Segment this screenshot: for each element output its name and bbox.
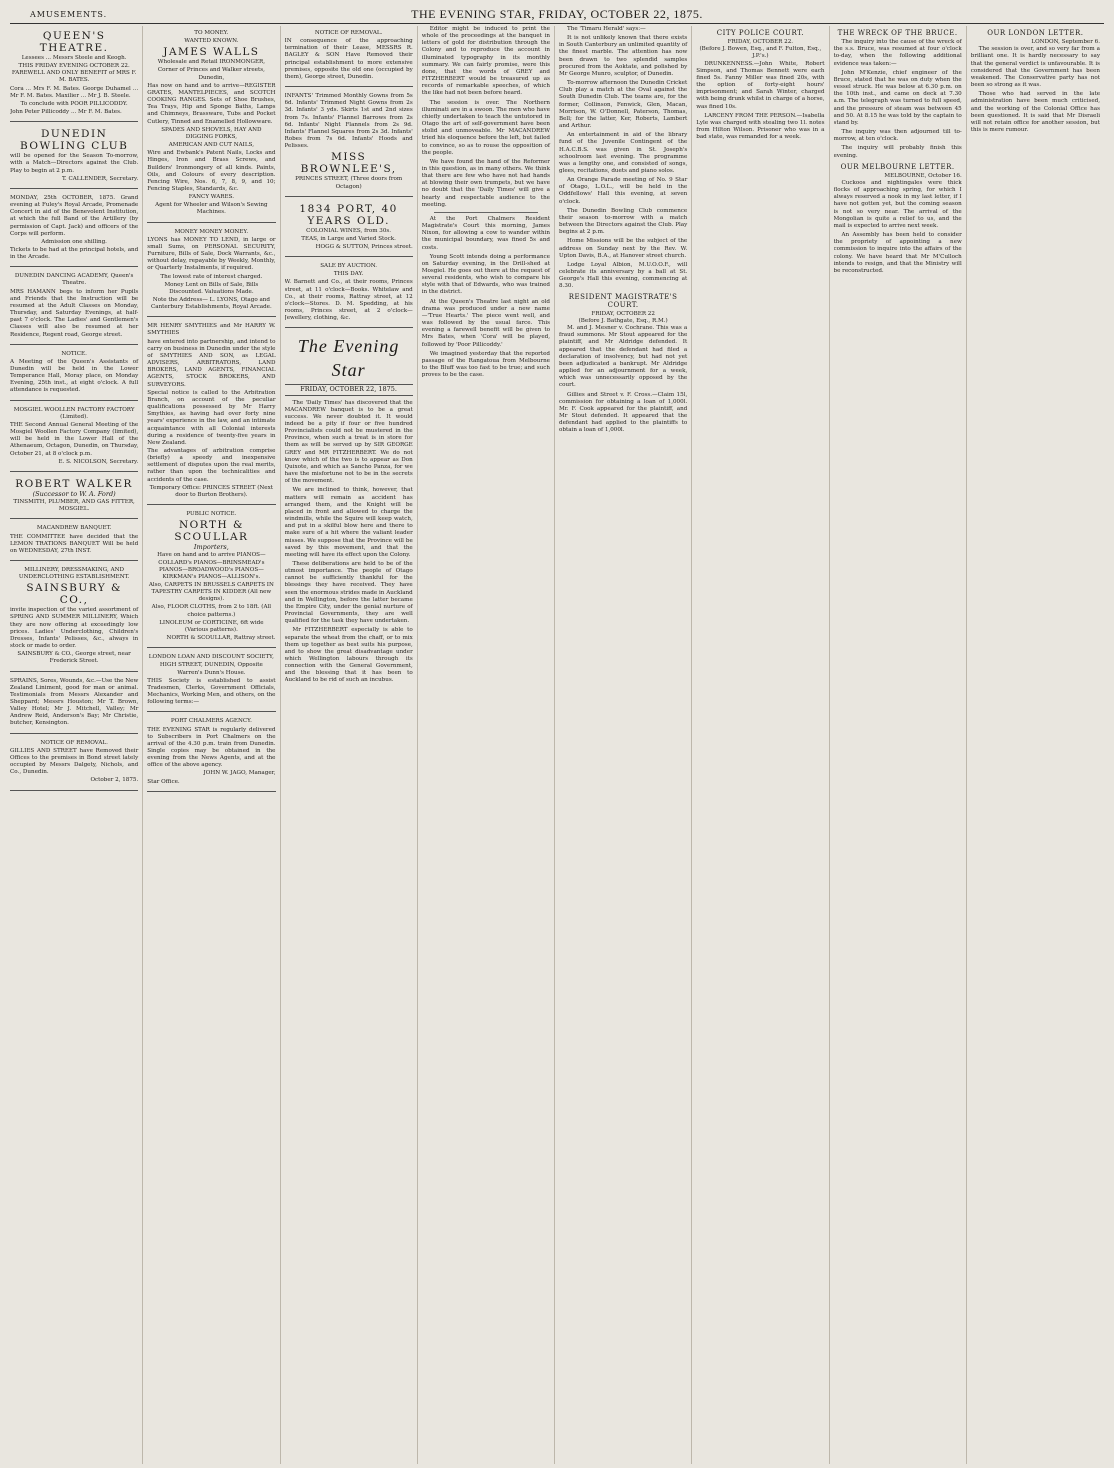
banquet-title: MACANDREW BANQUET. <box>36 525 112 532</box>
mosgiel-sign: E. S. NICOLSON, Secretary. <box>58 458 139 465</box>
money2-title: MONEY MONEY MONEY. <box>174 228 249 235</box>
hamann-text: MRS HAMANN begs to inform her Pupils and Friends that the Instruction will be resumed at the Adult Classes on Monday, Thursday, and Saturday Evenings, at half-past 7 o'clock. The Ladies' and Gentlemen's Classes will also be resumed at her Residence, Regent road, George street. <box>10 288 139 338</box>
telegram-para: We imagined yesterday that the reported passage of the Rangatoua from Melbourne to the Bluff was too fast to be true; and such proves to be the case. <box>421 350 550 379</box>
scoullar-sign: NORTH & SCOULLAR, Rattray street. <box>166 635 276 642</box>
walker-title: ROBERT WALKER <box>15 477 133 490</box>
melbourne-body <box>834 180 962 275</box>
bagley-text: IN consequence of the approaching termination of their Lease, MESSRS R. BAGLEY & SON Have Removed their principal establishment to more extensive premises, opposite the old one (occupied by them), George street, Dunedin. <box>284 38 413 80</box>
walls-sub: Wholesale and Retail IRONMONGER, <box>157 59 266 66</box>
bagley-ad <box>285 26 413 87</box>
paper-date: FRIDAY, OCTOBER 22, 1875. <box>285 384 413 395</box>
walls-addr: Corner of Princes and Walker streets, Dunedin, <box>157 67 265 81</box>
smythies-office: Temporary Office: PRINCES STREET (Next door to Burton Brothers). <box>149 484 273 498</box>
monday-admission: Admission one shilling. <box>41 238 107 245</box>
sprains-ad <box>10 674 138 734</box>
london-date: LONDON, September 6. <box>1031 39 1100 46</box>
scott-para: Young Scott intends doing a performance on Saturday evening, in the Drill-shed at Mosgiel. He goes out there at the request of several residents, who wish to compare his style with that of Edwards, who was trained in the district. <box>421 253 550 296</box>
millinery-title: MILLINERY, DRESSMAKING, AND UNDERCLOTHING ESTABLISHMENT. <box>18 566 130 581</box>
queens-line2: To conclude with POOR PILLICODDY. <box>20 100 128 107</box>
nails-title: AMERICAN AND CUT NAILS, <box>168 142 254 149</box>
walls-text: Has now on hand and to arrive—REGISTER GRATES, MANTELPIECES, and SCOTCH COOKING RANGES. Sets of Shoe Brushes, Tea Trays, Hip and Sponge Baths, Lamps and Chimneys, Brassware, Tubs and Pocket Cutlery, Tinned and Enamelled Hollowware. <box>147 82 276 125</box>
monday-ad <box>10 191 138 267</box>
leader-para-2: We are inclined to think, however, that matters will remain as accident has arranged them, and the Knight will be placed in front and allowed to charge the windmills, while the Squire will keep watch, and put in a skilful blow here and there to make sure of a hit where the valiant leader misses. We suppose that the Province will be saved by this movement, and that the meeting will have its effect upon the Colony. <box>284 487 413 558</box>
leader-para-7: We have found the hand of the Reformer in this question, as in many others. We think that there are few who have not had hands at blowing their own trumpets, but we have no doubt that the 'Daily Times' will give a hearty and respectable audience to the meeting. <box>421 158 550 208</box>
lyons-ad <box>147 225 275 318</box>
cricket-para: To-morrow afternoon the Dunedin Cricket Club play a match at the Oval against the South Dunedin Club. The teams are, for the former, Collinson, Fenwick, Glen, Macan, Morrison, W. O'Donnell, Paterson, Thomas, Bell; for the latter, Ker, Roberts, Lambert and Arthur. <box>559 80 688 130</box>
column-4 <box>422 26 555 1464</box>
sainsbury-addr: SAINSBURY & CO., George street, near Frederick Street. <box>17 651 131 665</box>
society-text: THIS Society is established to assist Tradesmen, Clerks, Government Officials, Mechanics, Working Men, and others, on the following terms:— <box>147 677 276 706</box>
police-court-date: FRIDAY, OCTOBER 22. <box>727 39 794 46</box>
leader-para-3: These deliberations are held to be of the utmost importance. The people of Otago cannot be sufficiently thankful for the blessings they have received. They have seen the enormous strides made in Auckland and in Wellington, before the latter became the Empire City, under the genial nurture of Provincial Governments, they are well qualified for the task they have undertaken. <box>284 560 413 625</box>
resident-court-body <box>559 325 687 434</box>
sainsbury-title: SAINSBURY & CO., <box>26 582 122 607</box>
queens-theatre-ad <box>10 26 138 122</box>
smythies-text: have entered into partnership, and intend to carry on business in Dunedin under the style of SMYTHIES AND SON, as LEGAL ADVISERS, ARBITRATORS, LAND BROKERS, LAND AGENTS, FINANCIAL AGENTS, STOCK BROKERS, AND SURVEYORS. <box>147 338 276 388</box>
resident-court-text: M. and J. Mesner v. Cochrane. This was a fraud summons. Mr Stout appeared for the plaintiff, and Mr Aldridge defended. It appeared that the defendant had filed a declaration of insolvency, but had not yet been adjudicated a bankrupt. Mr Aldridge applied for an adjournment for a week, which was unnecessarily opposed by the court. <box>559 325 688 389</box>
police-court-text: DRUNKENNESS.—John White, Robert Simpson, and Thomas Bennett were each fined 5s. Fanny Miller was fined 20s, with the option of forty-eight hours' imprisonment; and Sarah Winter, charged with being drunk whilst in charge of a horse, was fined 10s. <box>696 60 825 110</box>
smythies-text2: Special notice is called to the Arbitration Branch, on account of the peculiar qualifications possessed by Mr Harry Smythies, as having had over forty nine years' experience in the law, and an intimate acquaintance with all Colonial interests during a residence of twenty-five years in New Zealand. <box>147 389 276 446</box>
police-court-body <box>696 61 824 142</box>
news-items <box>559 26 687 290</box>
teas: TEAS, in Large and Varied Stock. <box>301 235 396 242</box>
lyons-rate: The lowest rate of interest charged. <box>160 273 263 280</box>
scoullar-floor: Also, FLOOR CLOTHS, from 2 to 18ft. (All choice patterns.) <box>151 604 272 618</box>
column-5 <box>559 26 692 1464</box>
mosgiel-title: MOSGIEL WOOLLEN FACTORY FACTORY (Limited). <box>13 406 135 420</box>
wreck-body <box>834 39 962 160</box>
agent-text: Agent for Wheeler and Wilson's Sewing Machines. <box>155 202 268 216</box>
walker-sub: (Successor to W. A. Ford) <box>32 489 116 498</box>
queens-title: QUEEN'S THEATRE. <box>39 30 109 54</box>
lyons-text: LYONS has MONEY TO LEND, in large or small Sums, on PERSONAL SECURITY, Furniture, Bills of Sale, Dock Warrants, &c., without delay, repayable by Weekly, Monthly, or Quarterly Instalments, if required. <box>147 236 276 272</box>
london-para-2: Those who had served in the late administration have been much criticised, and the working of the Colonial Office has been questioned. It is said that Mr Disraeli will not retain office for another session, but this is mere rumour. <box>970 91 1100 134</box>
notice-title: NOTICE. <box>61 350 87 357</box>
banquet-ad <box>10 521 138 561</box>
leader-para-1: The 'Daily Times' has discovered that the MACANDREW banquet is to be a great success. We never doubted it. It would indeed be a pity if four or five hundred Provincialists could not be mustered in the Province, when such a treat is in store for them as will be served up by SIR GEORGE GREY and MR FITZHERBERT. We do not know which of the two is to appear as Don Quixote, and which as Sancho Panza, for we have the misfortune not to be in the secrets of the movement. <box>284 399 413 485</box>
monday-text: MONDAY, 25th OCTOBER, 1875. Grand evening at Fuley's Royal Arcade, Promenade Concert in aid of the Benevolent Institution, at which the full Band of the Artillery (by permission of Capt. Jack) and officers of the Corps will perform. <box>10 194 139 237</box>
money-title: TO MONEY. <box>194 30 229 36</box>
wreck-para-3: The inquiry was then adjourned till to-morrow, at ten o'clock. <box>833 129 962 143</box>
column-7 <box>834 26 967 1464</box>
spades-title: SPADES AND SHOVELS, HAY AND DIGGING FORKS, <box>161 126 262 140</box>
hogg: HOGG & SUTTON, Princes street. <box>315 243 413 250</box>
port-ad <box>285 199 413 257</box>
removal-title: NOTICE OF REMOVAL. <box>40 739 108 746</box>
leader-para-4: Mr FITZHERBERT especially is able to separate the wheat from the chaff, or to mix them up together as best suits his purpose, and to show the great disadvantage under which Wellington labours through its connection with the General Government, and the blessing that it has been to Auckland to be rid of such an incubus. <box>284 627 413 684</box>
larceny-text: LARCENY FROM THE PERSON.—Isabella Lyle was charged with stealing two 1l. notes from Hilton Wilson. Prisoner who was in a bad state, was remanded for a week. <box>696 112 825 141</box>
scoullar-also: Also, CARPETS IN BRUSSELS CARPETS IN TAPESTRY CARPETS IN KIDDER (All new designs). <box>148 582 274 603</box>
wanted-title: WANTED KNOWN. <box>184 38 239 45</box>
loan-ad <box>147 650 275 712</box>
loan-title: LONDON LOAN AND DISCOUNT SOCIETY, <box>148 654 274 661</box>
bowling-ad <box>10 124 138 189</box>
sainsbury-text: invite inspection of the varied assortment of SPRING AND SUMMER MILLINERY, Which they are now offering at exceedingly low prices. Ladies' Underclothing, Children's Dresses, Infants' Pelisses, &c., always in stock or made to order. <box>10 607 139 650</box>
walls-ad <box>147 26 275 223</box>
queens-cast2: John Peter Pillicoddy ... Mr F. M. Bates. <box>10 109 122 116</box>
mosgiel-ad <box>10 403 138 472</box>
lyons-addr: Note the Address— L. LYONS, Otago and Canterbury Establishments, Royal Arcade. <box>150 297 272 311</box>
mosgiel-text: THE Second Annual General Meeting of the Mosgiel Woollen Factory Company (limited), will be held in the Lower Hall of the Athenaeum, Octagon, Dunedin, on Thursday, October 21, at 8 o'clock p.m. <box>10 421 139 457</box>
dancing-ad <box>10 269 138 344</box>
gillies-case-text: Gillies and Street v. F. Cross.—Claim 15l, commission for obtaining a loan of 1,000l. Mr. F. Cook appeared for the plaintiff, and Mr Stout defended. It appeared that the defendant had applied to the plaintiffs to obtain a loan of 1,000l. <box>559 391 688 434</box>
queens-line1: THIS FRIDAY EVENING OCTOBER 22. FAREWELL AND ONLY BENEFIT of MRS F. M. BATES. <box>11 63 137 84</box>
dancing-title: DUNEDIN DANCING ACADEMY, Queen's Theatre. <box>14 273 134 287</box>
orange-para: An Orange Parade meeting of No. 9 Star of Otago, L.O.L., will be held in the Oddfellows' Hall this evening, at seven o'clock. <box>559 177 688 205</box>
removal-text: GILLIES AND STREET have Removed their Offices to the premises in Bond street lately occupied by Messrs Dalgety, Nichols, and Co., Dunedin. <box>10 747 139 776</box>
sprains-text: SPRAINS, Sores, Wounds, &c.—Use the New Zealand Liniment, good for man or animal. Testimonials from Messrs Alexander and Sheppard; Messrs Houston; Mr T. Brown, Valley Hotel; Mr J. Mitchell, Valley; Mr Andrew Reid, Anderson's Bay; Mr Christie, butcher, Kensington. <box>10 677 139 727</box>
sale-title: SALE BY AUCTION. <box>320 263 378 270</box>
columns <box>10 26 1104 1464</box>
walls-title: JAMES WALLS <box>163 46 260 59</box>
bowling-para: The Dunedin Bowling Club commence their season to-morrow with a match between the Directors against the Club. Play begins at 2 p.m. <box>559 207 688 236</box>
brownlee-title: MISS BROWNLEE'S, <box>300 151 397 176</box>
nails-text: Wire and Ewbank's Patent Nails, Locks and Hinges, Iron and Brass Screws, and Builders' Ironmongery of all kinds. Paints, Oils, and Colours of every description. Fencing Wire, Nos. 6, 7, 8, 9, and 10; Fencing Staples, Standards, &c. <box>147 150 276 192</box>
resident-court-before: (Before J. Bathgate, Esq., R.M.) <box>578 317 668 324</box>
wreck-para-2: John M'Kenzie, chief engineer of the Bruce, stated that he was on duty when the vessel struck. He was below at 6.30 p.m. on the 10th inst., and came on deck at 7.30 a.m. The telegraph was turned to full speed, and the pressure of steam was between 45 and 50. At 8.15 he was told by the captain to stand by. <box>833 69 962 126</box>
smythies-title: MR HENRY SMYTHIES and Mr HARRY W. SMYTHIES <box>147 323 276 337</box>
leader-continued <box>422 26 550 379</box>
melbourne-text: Cuckoos and nightingales were thick flocks of approaching spring, for which I always reserved a nook in my last letter, if I have not gotten yet, but the coming season is not so very near. The arrival of the Mongolian is quite a relief to us, and the mail is expected to arrive next week. <box>833 179 962 229</box>
masthead-line: THE EVENING STAR, FRIDAY, OCTOBER 22, 1875. <box>411 7 703 21</box>
agency-ad <box>147 714 275 791</box>
column-2 <box>147 26 280 1464</box>
fancy-title: FANCY WARES. <box>188 194 235 201</box>
smythies-ad <box>147 319 275 505</box>
scoullar-sub: Importers, <box>193 543 229 552</box>
bowling-sign: T. CALLENDER, Secretary. <box>62 175 139 182</box>
smythies-text3: The advantages of arbitration comprise (briefly) a speedy and inexpensive settlement of disputes upon the real merits, rather than upon the technicalities and accidents of the case. <box>147 447 276 483</box>
queens-cast: Cora ... Mrs F. M. Bates. George Duhamel ... Mr F. M. Bates. Maxilier ... Mr J. B. Steele. <box>10 85 139 99</box>
scoullar-ad <box>147 507 275 648</box>
colonial: COLONIAL WINES, from 30s. <box>306 227 392 234</box>
lyons-lent: Money Lent on Bills of Sale, Bills Discounted. Valuations Made. <box>164 281 259 295</box>
page-header <box>10 6 1104 24</box>
column-3 <box>285 26 418 1464</box>
sale-ad <box>285 259 413 328</box>
wreck-head: THE WRECK OF THE BRUCE. <box>837 29 958 37</box>
this-day: THIS DAY. <box>333 271 364 278</box>
column-6 <box>696 26 829 1464</box>
times-head: The 'Timaru Herald' says:— <box>567 26 646 32</box>
notice-text: A Meeting of the Queen's Assistants of Dunedin will be held in the Lower Temperance Hall, Moray place, on Monday Evening, 25th inst., at eight o'clock. A full attendance is requested. <box>10 358 139 394</box>
paper-masthead: The Evening Star <box>297 336 400 381</box>
port-court-para: At the Port Chalmers Resident Magistrate's Court this morning, James Nixon, for allowing a cow to wander within the municipal boundary, was fined 5s and costs. <box>421 215 550 251</box>
leader-para-6: The session is over. The Northern illuminati are in a swoon. The men who have chiefly undertaken to teach the untutored in Otago the art of self-government have been stolid and unmoveable. Mr MACANDREW tried his eloquence before the left, but failed to convince, so as to rouse the opposition of the people. <box>421 99 550 156</box>
agency-sign: JOHN W. JAGO, Manager, <box>203 770 276 777</box>
infants-text: INFANTS' Trimmed Monthly Gowns from 5s 6d. Infants' Trimmed Night Gowns from 2s 3d. Infants' 3 yds. Skirts 1st and 2nd sizes from 7s. Infants' Flannel Barrows from 2s 6d. Infants' Night Flannels from 2s 9d. Infants' Flannel Squares from 2s 3d. Infants' Robes from 7s 6d. Infants' Hoods and Pelisses. <box>284 93 413 150</box>
leader-article <box>285 400 413 685</box>
sale-text: W. Barnett and Co., at their rooms, Princes street, at 11 o'clock—Books. Whitelaw and Co., at their rooms, Rattray street, at 12 o'clock—Stores. D. M. Spedding, at his rooms, Princes street, at 2 o'clock—Jewellery, clothing, &c. <box>284 279 413 322</box>
infants-ad <box>285 89 413 197</box>
scoullar-text: Have on hand and to arrive PIANOS—COLLARD's PIANOS—BRINSMEAD's PIANOS—BROADWOOD's PIANOS—KIRKMAN's PIANOS—ALLISON's. <box>157 552 266 580</box>
times-text: It is not unlikely known that there exists in South Canterbury an unlimited quantity of the finest marble. The attention has now been drawn to two splendid samples procured from the Aoktate, and polished by Mr George Munro, sculptor, of Dunedin. <box>559 35 688 77</box>
sainsbury-ad <box>10 563 138 672</box>
bowling-title: DUNEDIN BOWLING CLUB <box>19 128 129 153</box>
agency-text: THE EVENING STAR is regularly delivered to Subscribers in Port Chalmers on the arrival of the 4.30 p.m. train from Dunedin. Single copies may be obtained in the evening from the News Agents, and at the office of the above agency. <box>147 726 276 769</box>
queens-lessees: Lessees ... Messrs Steele and Keogh. <box>21 55 127 61</box>
resident-court-head: RESIDENT MAGISTRATE'S COURT. <box>568 293 678 309</box>
police-court-before: (Before J. Bowen, Esq., and F. Fulton, Esq., J.P.'s.) <box>699 46 822 60</box>
scoullar-title: NORTH & SCOULLAR <box>174 519 249 544</box>
leader-para-5: Editor might be induced to print the whole of the proceedings at the banquet in letters of gold for distribution through the Colony and to reproduce the account in illuminated typography in its monthly summary. We can fairly promise, were this done, that the words of GREY and FITZHERBERT would be treasured up as records of remarkable speeches, of which the like had not been before heard. <box>421 26 550 97</box>
melbourne-para-2: An Assembly has been held to consider the propriety of appointing a new commission to inquire into the affairs of the colony. We have heard that Mr M'Culloch intends to resign, and that the Ministry will be reconstructed. <box>833 232 962 274</box>
wreck-text: The inquiry into the cause of the wreck of the s.s. Bruce, was resumed at four o'clock to-day, when the following additional evidence was taken:— <box>833 39 962 67</box>
concert-para: An entertainment in aid of the library fund of the Juvenile Contingent of the H.A.C.B.S. was given in St. Joseph's schoolroom last evening. The programme was a lengthy one, and consisted of songs, glees, recitations, duets and piano solos. <box>559 132 688 174</box>
agency-title: PORT CHALMERS AGENCY. <box>170 718 252 725</box>
linoleum: LINOLEUM or CORTICINE, 6ft wide (Various patterns). <box>159 619 264 633</box>
london-body <box>971 46 1100 134</box>
bowling-text: will be opened for the Season To-morrow, with a Match—Directors against the Club. Play to begin at 2 p.m. <box>10 153 139 174</box>
home-mission-para: Home Missions will be the subject of the address on Sunday next by the Rev. W. Upton Davis, B.A., at Hanover street church. <box>559 238 688 259</box>
queens-para: At the Queen's Theatre last night an old drama was produced under a new name—'True Hearts.' The piece went well, and was followed by the usual farce. This evening a farewell benefit will be given to Mrs Bates, when 'Cora' will be played, followed by 'Poor Pillicoddy.' <box>421 298 550 348</box>
walker-text: TINSMITH, PLUMBER, AND GAS FITTER, MOSGIEL. <box>13 499 135 513</box>
police-court-head: CITY POLICE COURT. <box>716 29 804 37</box>
amusements-label: AMUSEMENTS. <box>30 10 108 19</box>
banquet-text: THE COMMITTEE have decided that the LEMON TRATIONS BANQUET Will be held on WEDNESDAY, 27th INST. <box>10 533 139 554</box>
column-8 <box>971 26 1104 1464</box>
notice-ad <box>10 347 138 401</box>
loan-addr: HIGH STREET, DUNEDIN, Opposite Warren's Dunn's House. <box>159 662 263 676</box>
brownlee-addr: PRINCES STREET, (Three doors from Octagon) <box>295 176 403 190</box>
removal-ad <box>10 736 138 791</box>
public-notice: PUBLIC NOTICE. <box>186 511 237 518</box>
divider <box>434 212 538 213</box>
monday-tickets: Tickets to be had at the principal hotels, and in the Arcade. <box>10 246 139 261</box>
walker-ad <box>10 474 138 519</box>
removal-date: October 2, 1875. <box>90 777 139 784</box>
london-head: OUR LONDON LETTER. <box>987 29 1084 37</box>
port-title: 1834 PORT, 40 YEARS OLD. <box>299 202 398 227</box>
column-1 <box>10 26 143 1464</box>
removal2-title: NOTICE OF REMOVAL. <box>314 30 383 36</box>
london-text: The session is over, and so very far from a brilliant one. It is hardly necessary to say that the general verdict is unfavourable. It is considered that the Government has been weakened. The Conservative party has not been so strong as it was. <box>970 46 1100 89</box>
melbourne-head: OUR MELBOURNE LETTER. <box>840 162 955 171</box>
melbourne-date: MELBOURNE, October 16. <box>884 172 962 179</box>
lodge-para: Lodge Loyal Albion, M.U.O.O.F., will celebrate its anniversary by a ball at St. George's Hall this evening, commencing at 8.30. <box>559 261 688 290</box>
agency-office: Star Office. <box>147 778 180 785</box>
resident-court-date: FRIDAY, OCTOBER 22 <box>591 310 655 317</box>
wreck-para-4: The inquiry will probably finish this evening. <box>833 145 962 159</box>
